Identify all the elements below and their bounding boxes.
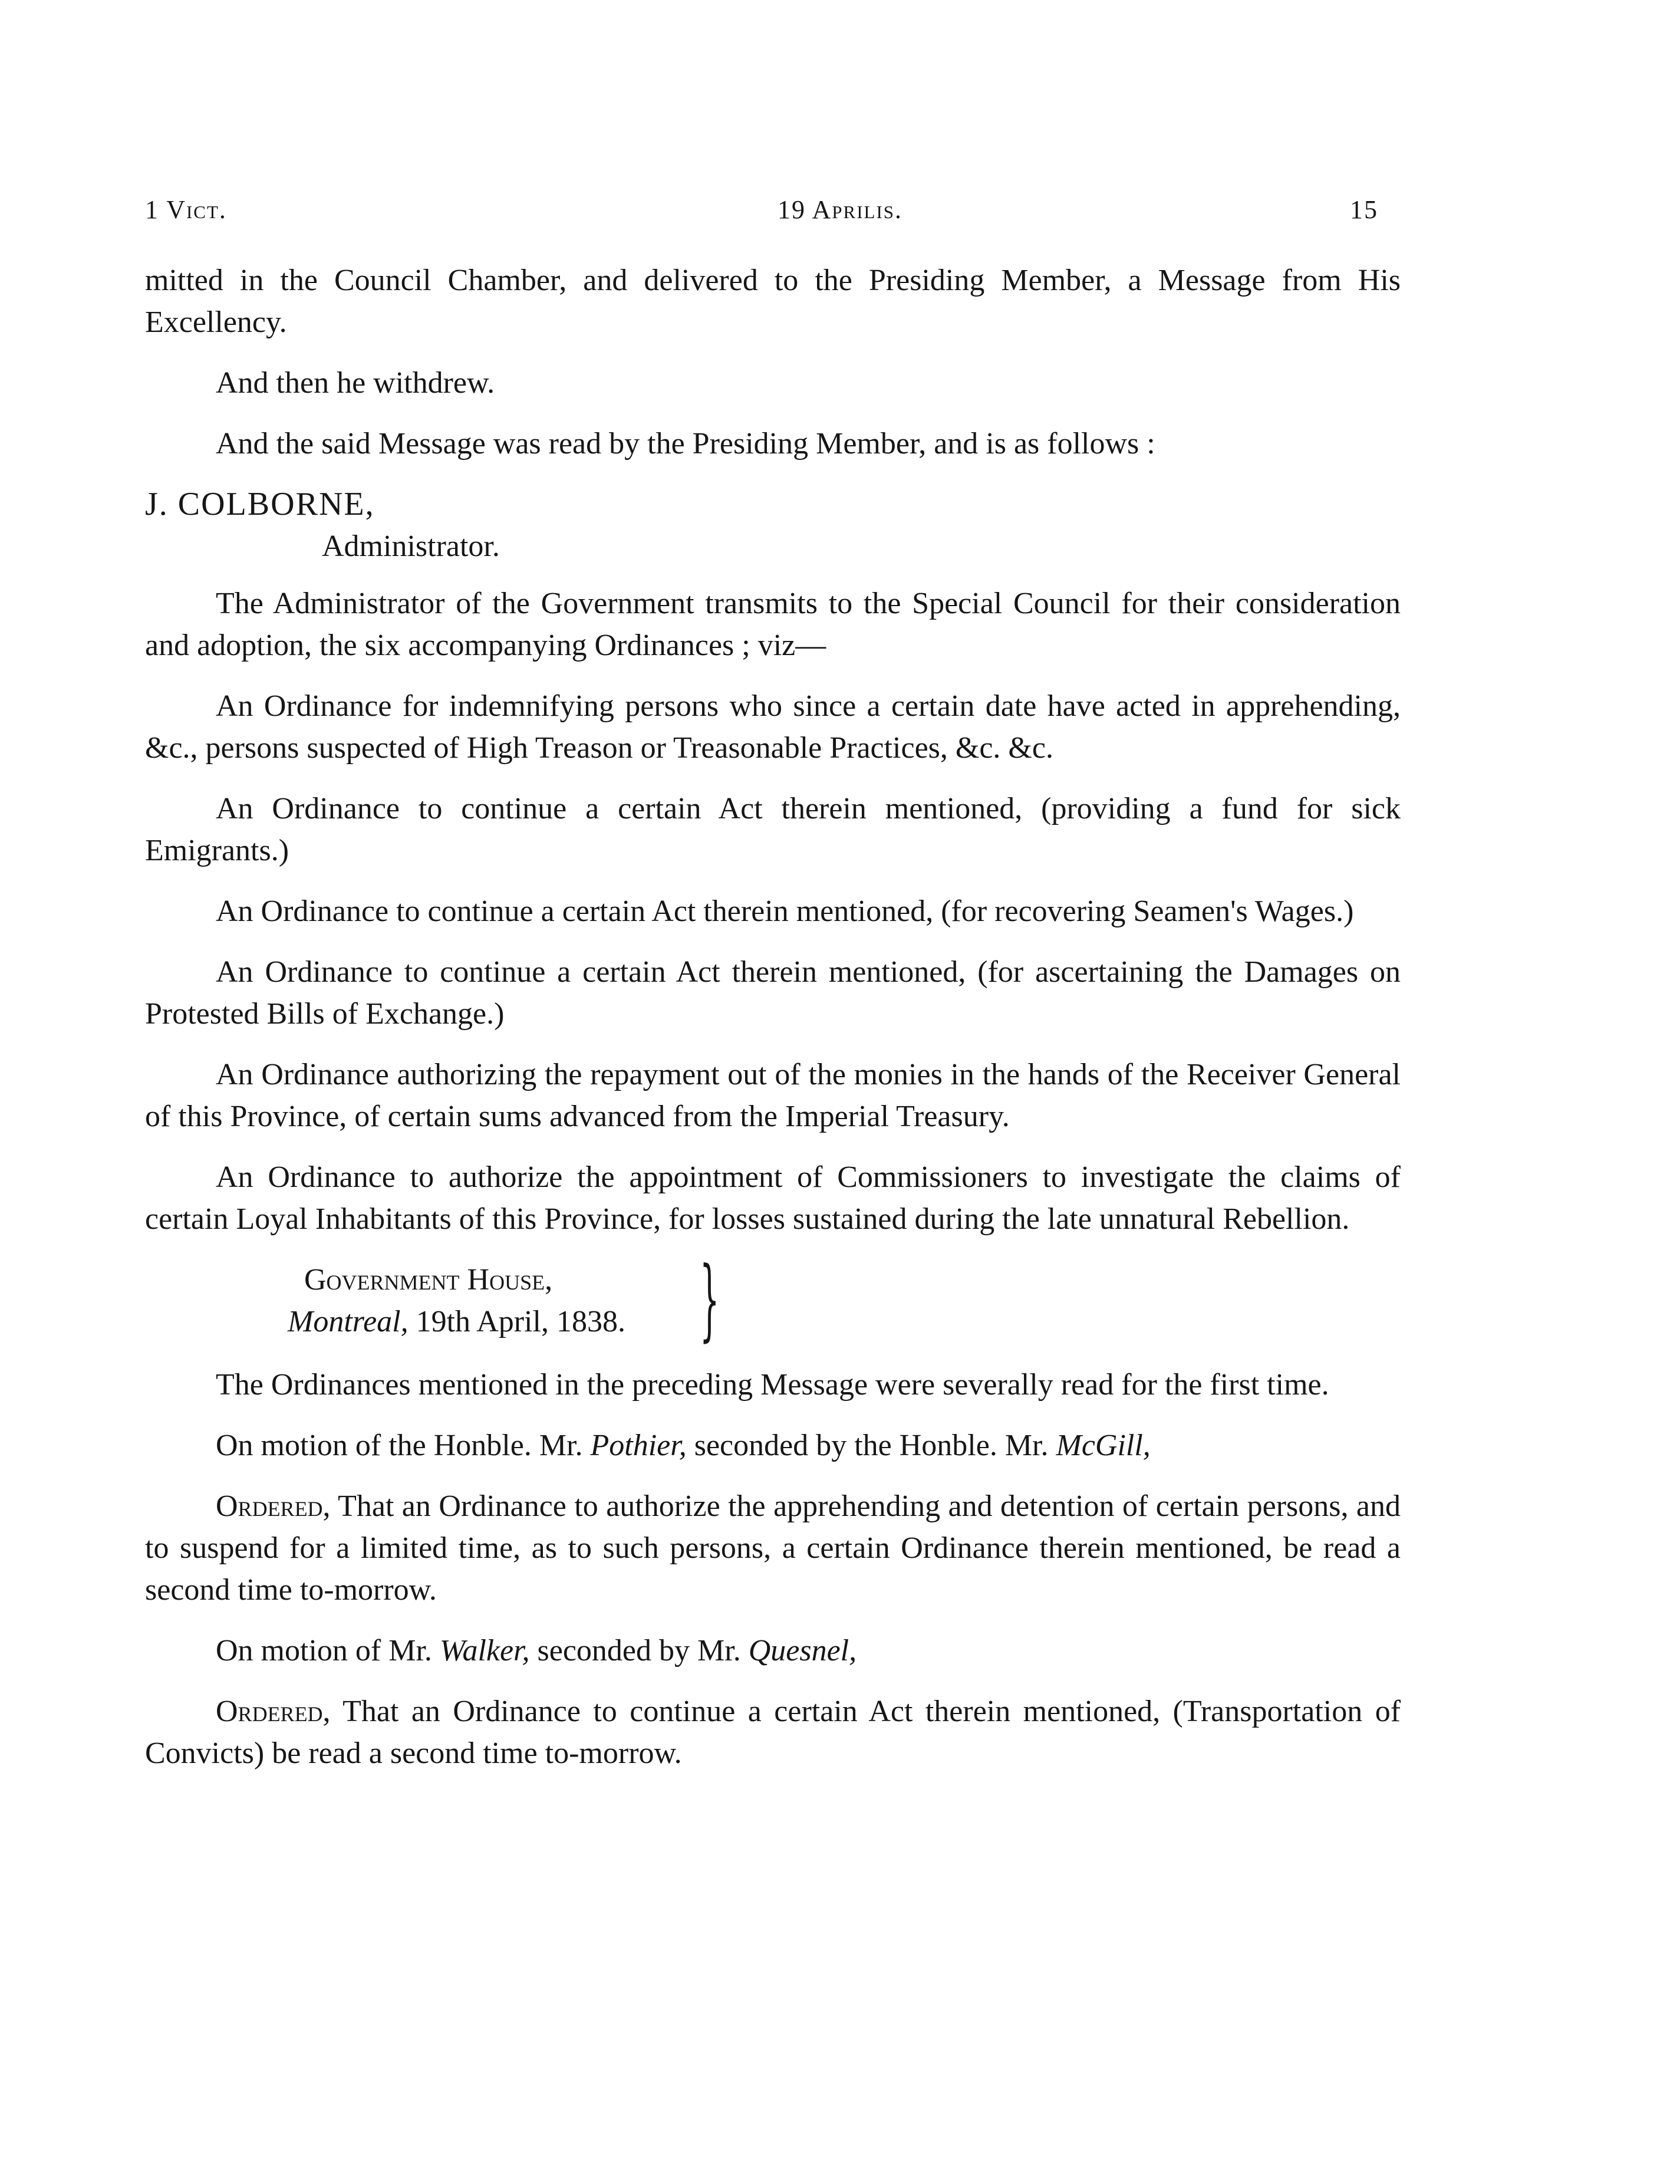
ordered-paragraph <box>145 1690 1401 1774</box>
ordinance-item: An Ordinance to continue a certain Act therein mentioned, (for ascertaining the Damages on Protested Bills of Exchange.) <box>145 955 1401 1031</box>
ordinance-item: An Ordinance to continue a certain Act therein mentioned, (for recovering Seamen's Wages.) <box>216 894 1354 928</box>
mover-name: Pothier, <box>590 1429 687 1462</box>
header-regnal-year: 1 Vict. <box>145 195 227 224</box>
ordered-label: Ordered, <box>216 1695 331 1728</box>
ordered-label: Ordered, <box>216 1489 331 1523</box>
page-number: 15 <box>1350 195 1378 224</box>
page-body <box>145 259 1401 1793</box>
ordinance-item: An Ordinance for indemnifying persons who since a certain date have acted in apprehending, &c., persons suspected of High Treason or Treasonable Practices, &c. &c. <box>145 689 1401 765</box>
ordered-text: That an Ordinance to continue a certain Act therein mentioned, (Transportation of Convicts) be read a second time to-morrow. <box>145 1695 1401 1770</box>
motion-paragraph <box>145 1425 1401 1466</box>
motion-text: seconded by the Honble. Mr. <box>694 1429 1049 1462</box>
ordinance-item: An Ordinance authorizing the repayment out of the monies in the hands of the Receiver General of this Province, of certain sums advanced from the Imperial Treasury. <box>145 1058 1401 1133</box>
ordinance-item: An Ordinance to authorize the appointment of Commissioners to investigate the claims of certain Loyal Inhabitants of this Province, for losses sustained during the late unnatural Rebellion. <box>145 1160 1401 1236</box>
ordered-text: That an Ordinance to authorize the apprehending and detention of certain persons, and to suspend for a limited time, as to such persons, a certain Ordinance therein mentioned, be read a second time to-morrow. <box>145 1489 1401 1607</box>
paragraph-transmits: The Administrator of the Government transmits to the Special Council for their consideration and adoption, the six accompanying Ordinances ; viz— <box>145 587 1401 662</box>
paragraph-first-reading: The Ordinances mentioned in the preceding Message were severally read for the first time. <box>216 1368 1329 1402</box>
dateline-date-line <box>288 1301 835 1343</box>
dateline <box>288 1248 835 1351</box>
dateline-place: Government House, <box>304 1263 553 1297</box>
motion-text: seconded by Mr. <box>537 1634 741 1667</box>
signature-name: J. COLBORNE, <box>145 486 375 522</box>
running-header <box>0 195 1680 242</box>
seconder-name: McGill, <box>1056 1429 1151 1462</box>
paragraph-continuation: mitted in the Council Chamber, and delivered to the Presiding Member, a Message from His Excellency. <box>145 264 1401 339</box>
paragraph-withdrew: And then he withdrew. <box>216 366 495 400</box>
ordered-paragraph <box>145 1485 1401 1611</box>
seconder-name: Quesnel, <box>748 1634 857 1667</box>
ordinance-item: An Ordinance to continue a certain Act therein mentioned, (providing a fund for sick Emigrants.) <box>145 792 1401 867</box>
mover-name: Walker, <box>439 1634 530 1667</box>
paragraph-message-read: And the said Message was read by the Presiding Member, and is as follows : <box>216 427 1155 461</box>
motion-text: On motion of Mr. <box>216 1634 432 1667</box>
motion-text: On motion of the Honble. Mr. <box>216 1429 583 1462</box>
signature-title: Administrator. <box>322 529 500 563</box>
motion-paragraph <box>145 1630 1401 1672</box>
dateline-city: Montreal, <box>288 1305 409 1338</box>
header-date: 19 Aprilis. <box>777 195 903 224</box>
brace-glyph: } <box>700 1248 720 1351</box>
dateline-date: 19th April, 1838. <box>416 1305 625 1338</box>
